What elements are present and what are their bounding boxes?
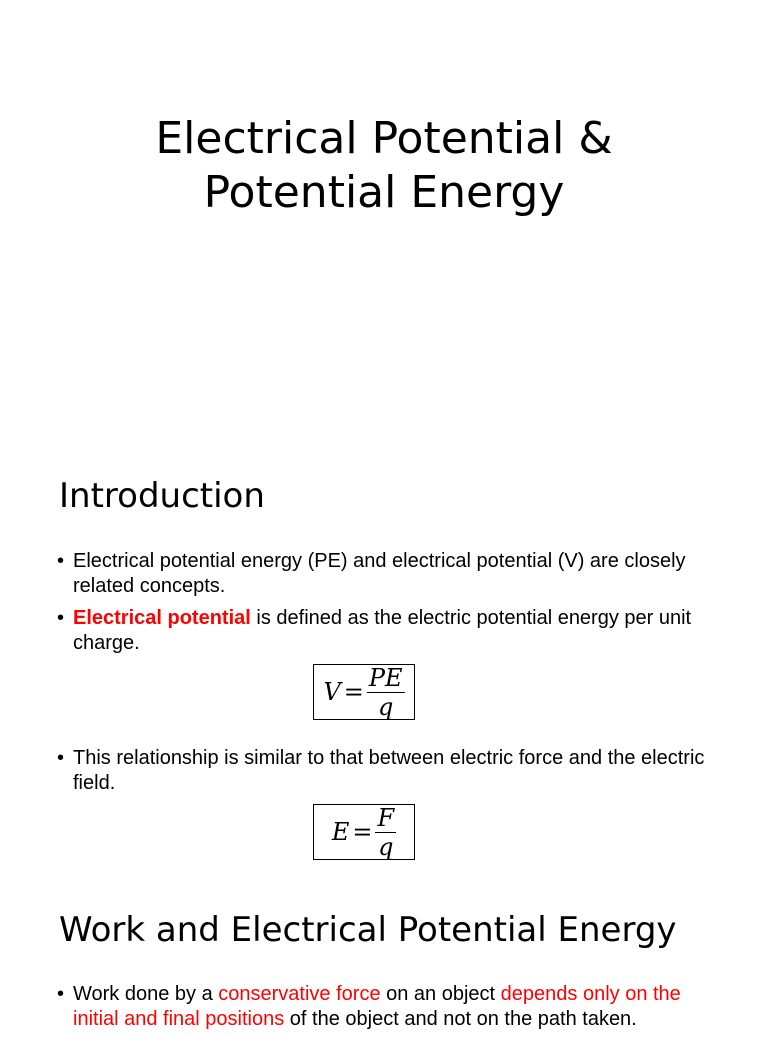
equation-equals: = [352,818,373,846]
equation-field [313,804,415,860]
slide-title-line-2: Potential Energy [203,167,565,218]
introduction-slide [0,432,768,864]
work-energy-bullet-list [57,982,717,1039]
introduction-heading: Introduction [59,476,265,516]
fraction-numerator: F [377,803,395,832]
highlight-electrical-potential: Electrical potential [73,607,251,629]
fraction-numerator: PE [368,663,403,692]
bullet-text: This relationship is similar to that between electric force and the electric field. [73,747,705,794]
equation-fraction [367,663,405,721]
bullet-potential-definition [57,606,717,720]
bullet-text: is defined as the electric potential energy per unit charge. [73,607,692,654]
slide-title-line-1: Electrical Potential & [155,113,613,164]
introduction-bullet-list [57,549,717,886]
work-energy-heading: Work and Electrical Potential Energy [59,910,677,950]
equation-lhs: E [331,818,350,846]
bullet-force-field-analogy [57,746,717,860]
bullet-text: Electrical potential energy (PE) and electrical potential (V) are closely related concepts. [73,550,686,597]
slide-title [0,112,768,220]
title-slide [0,0,768,432]
bullet-text: on an object [380,983,501,1005]
equation-equals: = [343,678,364,706]
equation-lhs: V [323,678,341,706]
bullet-pe-and-v [57,549,717,599]
bullet-text: of the object and not on the path taken. [284,1008,637,1030]
bullet-conservative-force [57,982,717,1032]
bullet-text: Work done by a [73,983,219,1005]
work-energy-slide [0,864,768,1030]
highlight-conservative-force: conservative force [218,983,381,1005]
equation-potential [313,664,415,720]
equation-fraction [375,803,396,861]
highlight-path-independence: depends only on the initial and final positions [73,983,681,1030]
fraction-denominator: q [378,832,394,861]
fraction-denominator: q [378,692,394,721]
